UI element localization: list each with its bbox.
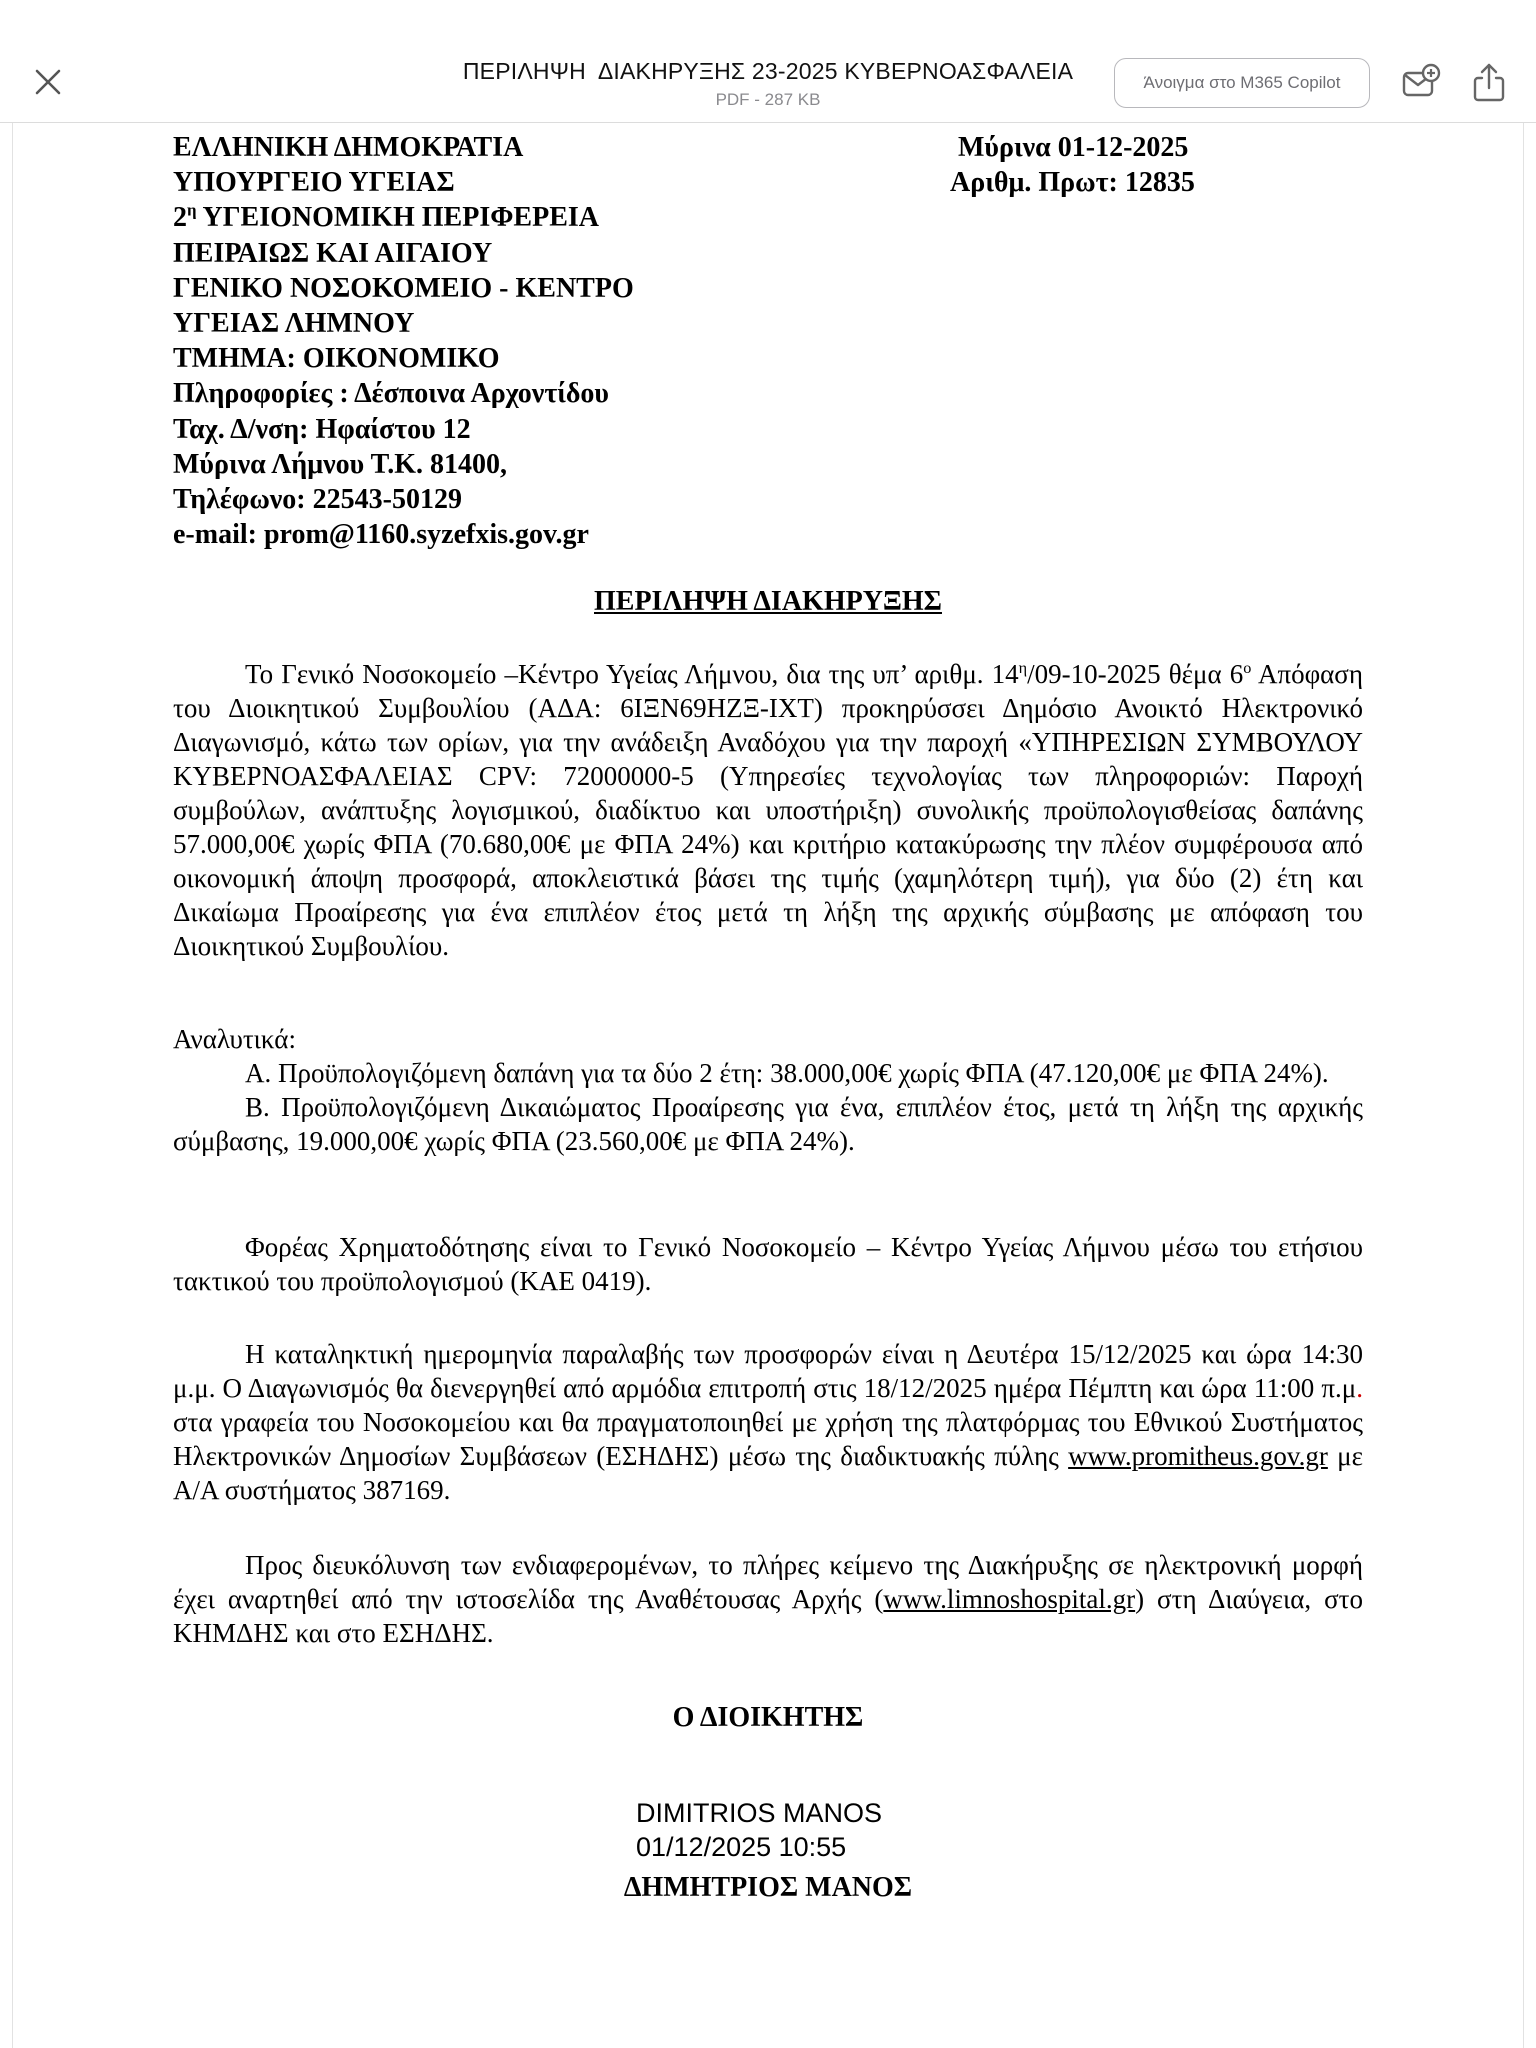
deadline-paragraph <box>173 1337 1363 1507</box>
file-info: PDF - 287 KB <box>715 90 821 109</box>
sender-line <box>173 200 634 235</box>
share-icon <box>1468 60 1510 104</box>
text-span: . <box>1356 1373 1363 1403</box>
mail-add-button[interactable] <box>1400 62 1442 104</box>
text-span: με Α/Α συστήματος 387169. <box>173 1441 1363 1505</box>
details-item-a: Α. Προϋπολογιζόμενη δαπάνη για τα δύο 2 έτη: 38.000,00€ χωρίς ΦΠΑ (47.120,00€ με ΦΠΑ 24%). <box>245 1058 1329 1088</box>
share-button[interactable] <box>1468 60 1510 104</box>
sender-line: e-mail: prom@1160.syzefxis.gov.gr <box>173 519 589 551</box>
text-span: /09-10-2025 θέμα 6 <box>1027 659 1244 689</box>
director-name: ΔΗΜΗΤΡΙΟΣ ΜΑΝΟΣ <box>623 1872 913 1903</box>
document-heading: ΠΕΡΙΛΗΨΗ ΔΙΑΚΗΡΥΞΗΣ <box>594 586 942 617</box>
sender-block <box>173 130 634 552</box>
text-span: Απόφαση του Διοικητικού Συμβουλίου (ΑΔΑ: 6ΙΞΝ69ΗΖΞ-ΙΧΤ) προκηρύσσει Δημόσιο Ανοικτό Ηλεκτρονικό Διαγωνισμό, κάτω των ορίων, για την ανάδειξη Αναδόχου για την παροχή «ΥΠΗΡΕΣΙΩΝ ΣΥΜΒΟΥΛΟΥ ΚΥΒΕΡΝΟΑΣΦΑΛΕΙΑΣ CPV: 72000000-5 (Υπηρεσίες τεχνολογίας των πληροφοριών: Παροχή συμβούλων, ανάπτυξης λογισμικού, διαδίκτυο και υποστήριξη) συνολικής προϋπολογισθείσας δαπάνης 57.000,00€ χωρίς ΦΠΑ (70.680,00€ με ΦΠΑ 24%) και κριτήριο κατακύρωσης την πλέον συμφέρουσα από οικονομική άποψη προσφορά, αποκλειστικά βάσει της τιμής (χαμηλότερη τιμή), για δύο (2) έτη και Δικαίωμα Προαίρεσης για ένα επιπλέον έτος μετά τη λήξη της αρχικής σύμβασης με απόφαση του Διοικητικού Συμβουλίου. <box>173 659 1363 961</box>
sender-line-number: 2 <box>173 202 187 234</box>
signature-name: DIMITRIOS MANOS <box>636 1798 883 1828</box>
document-title: ΠΕΡΙΛΗΨΗ ΔΙΑΚΗΡΥΞΗΣ 23-2025 ΚΥΒΕΡΝΟΑΣΦΑΛΕΙΑ <box>462 58 1074 84</box>
sender-line: Ταχ. Δ/νση: Ηφαίστου 12 <box>173 413 471 445</box>
text-sup: ο <box>1243 659 1252 677</box>
sender-line: Πληροφορίες : Δέσποινα Αρχοντίδου <box>173 378 609 410</box>
director-title: Ο ΔΙΟΙΚΗΤΗΣ <box>672 1702 864 1733</box>
sender-line: ΠΕΙΡΑΙΩΣ ΚΑΙ ΑΙΓΑΙΟΥ <box>173 237 493 269</box>
viewer-toolbar <box>0 0 1536 123</box>
announcement-paragraph <box>173 657 1363 963</box>
text-sup: η <box>1018 659 1028 677</box>
date-protocol-block <box>950 130 1195 200</box>
mail-add-icon <box>1400 62 1442 104</box>
text-span: Η καταληκτική ημερομηνία παραλαβής των προσφορών είναι η Δευτέρα 15/12/2025 και ώρα 14:30 μ.μ. Ο Διαγωνισμός θα διενεργηθεί από αρμόδια επιτροπή στις 18/12/2025 ημέρα Πέμπτη και ώρα 11:00 π.μ <box>173 1339 1363 1403</box>
sender-line: ΓΕΝΙΚΟ ΝΟΣΟΚΟΜΕΙΟ - ΚΕΝΤΡΟ <box>173 272 634 304</box>
sender-line: ΥΓΕΙΑΣ ΛΗΜΝΟΥ <box>173 308 415 340</box>
funding-paragraph: Φορέας Χρηματοδότησης είναι το Γενικό Νοσοκομείο – Κέντρο Υγείας Λήμνου μέσω του ετήσιου τακτικού του προϋπολογισμού (ΚΑΕ 0419). <box>173 1232 1363 1296</box>
open-in-copilot-button[interactable]: Άνοιγμα στο M365 Copilot <box>1114 58 1370 108</box>
sender-line-rest: ΥΓΕΙΟΝΟΜΙΚΗ ΠΕΡΙΦΕΡΕΙΑ <box>196 202 600 234</box>
details-label: Αναλυτικά: <box>173 1024 296 1054</box>
sender-line: Τηλέφωνο: 22543-50129 <box>173 484 462 516</box>
sender-line-sup: η <box>187 201 197 221</box>
text-span: Προς διευκόλυνση των ενδιαφερομένων, το πλήρες κείμενο της Διακήρυξης σε ηλεκτρονική μορφή έχει αναρτηθεί από την ιστοσελίδα της Αναθέτουσας Αρχής ( <box>173 1550 1363 1614</box>
digital-signature <box>636 1796 882 1864</box>
signature-datetime: 01/12/2025 10:55 <box>636 1832 847 1862</box>
promitheus-link[interactable]: www.promitheus.gov.gr <box>1068 1441 1328 1471</box>
publication-paragraph <box>173 1548 1363 1650</box>
details-item-b: Β. Προϋπολογιζόμενη Δικαιώματος Προαίρεσης για ένα, επιπλέον έτος, μετά τη λήξη της αρχικής σύμβασης, 19.000,00€ χωρίς ΦΠΑ (23.560,00€ με ΦΠΑ 24%). <box>173 1092 1363 1156</box>
sender-line: Μύρινα Λήμνου Τ.Κ. 81400, <box>173 448 507 480</box>
text-span: Το Γενικό Νοσοκομείο –Κέντρο Υγείας Λήμνου, δια της υπ’ αριθμ. 14 <box>245 659 1019 689</box>
text-span: στα γραφεία του Νοσοκομείου και θα πραγματοποιηθεί με χρήση της πλατφόρμας του Εθνικού Συστήματος Ηλεκτρονικών Δημοσίων Συμβάσεων (ΕΣΗΔΗΣ) μέσω της διαδικτυακής πύλης <box>173 1407 1363 1471</box>
date-line: Μύρινα 01-12-2025 <box>958 132 1189 163</box>
protocol-line: Αριθμ. Πρωτ: 12835 <box>950 167 1195 199</box>
sender-line: ΥΠΟΥΡΓΕΙΟ ΥΓΕΙΑΣ <box>173 167 455 199</box>
text-span: ) στη Διαύγεια, στο ΚΗΜΔΗΣ και στο ΕΣΗΔΗΣ. <box>173 1584 1363 1648</box>
hospital-website-link[interactable]: www.limnoshospital.gr <box>883 1584 1136 1614</box>
sender-line: ΤΜΗΜΑ: ΟΙΚΟΝΟΜΙΚΟ <box>173 343 500 375</box>
details-section <box>173 1022 1363 1158</box>
sender-line: ΕΛΛΗΝΙΚΗ ΔΗΜΟΚΡΑΤΙΑ <box>173 132 524 163</box>
